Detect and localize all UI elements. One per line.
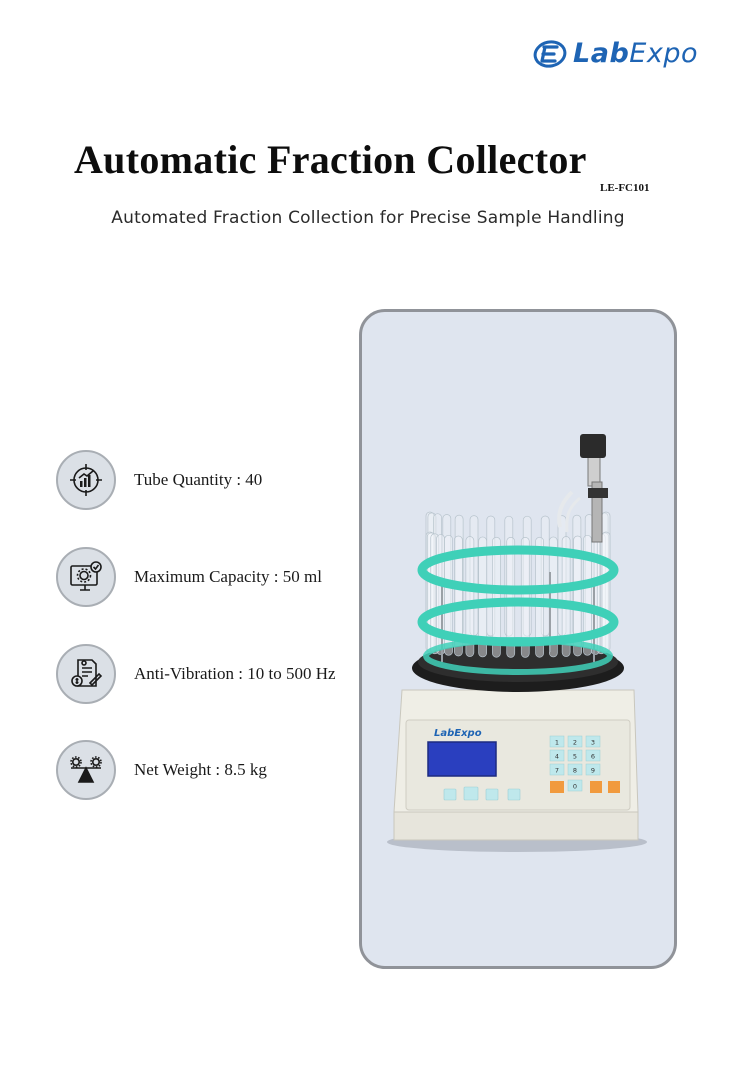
keypad-key-label: 7 xyxy=(554,766,560,775)
feature-label: Maximum Capacity : 50 ml xyxy=(134,567,322,586)
feature-item-net-weight xyxy=(56,740,267,800)
keypad-key-label: 4 xyxy=(554,752,560,761)
keypad-key-label: 6 xyxy=(590,752,596,761)
feature-item-maximum-capacity xyxy=(56,547,322,607)
balance-scale-icon xyxy=(56,740,116,800)
keypad-key-label: 9 xyxy=(590,766,596,775)
keypad-key-label: 1 xyxy=(554,738,560,747)
page-title: Automatic Fraction Collector xyxy=(74,137,587,182)
keypad-key-label: 0 xyxy=(572,782,578,791)
keypad-key-label: 3 xyxy=(590,738,596,747)
keypad-key-label: 8 xyxy=(572,766,578,775)
target-chart-icon xyxy=(56,450,116,510)
product-image-card xyxy=(359,309,677,969)
dispensing-arm xyxy=(559,434,608,542)
feature-label: Anti-Vibration : 10 to 500 Hz xyxy=(134,664,336,683)
device-logo: LabExpo xyxy=(434,728,482,739)
feature-label: Net Weight : 8.5 kg xyxy=(134,760,267,779)
keypad-key-label: 5 xyxy=(572,752,578,761)
model-number: LE-FC101 xyxy=(600,182,650,194)
labexpo-logo-icon xyxy=(533,39,567,69)
feature-item-anti-vibration xyxy=(56,644,336,704)
logo-text: LabExpo xyxy=(573,38,698,69)
monitor-gear-icon xyxy=(56,547,116,607)
document-money-icon xyxy=(56,644,116,704)
feature-item-tube-quantity xyxy=(56,450,262,510)
keypad-key-label: 2 xyxy=(572,738,578,747)
brand-logo xyxy=(533,38,698,69)
device-screen xyxy=(428,742,496,776)
fraction-collector-illustration xyxy=(362,312,674,966)
feature-label: Tube Quantity : 40 xyxy=(134,470,263,489)
page-subtitle: Automated Fraction Collection for Precise Sample Handling xyxy=(111,208,625,228)
